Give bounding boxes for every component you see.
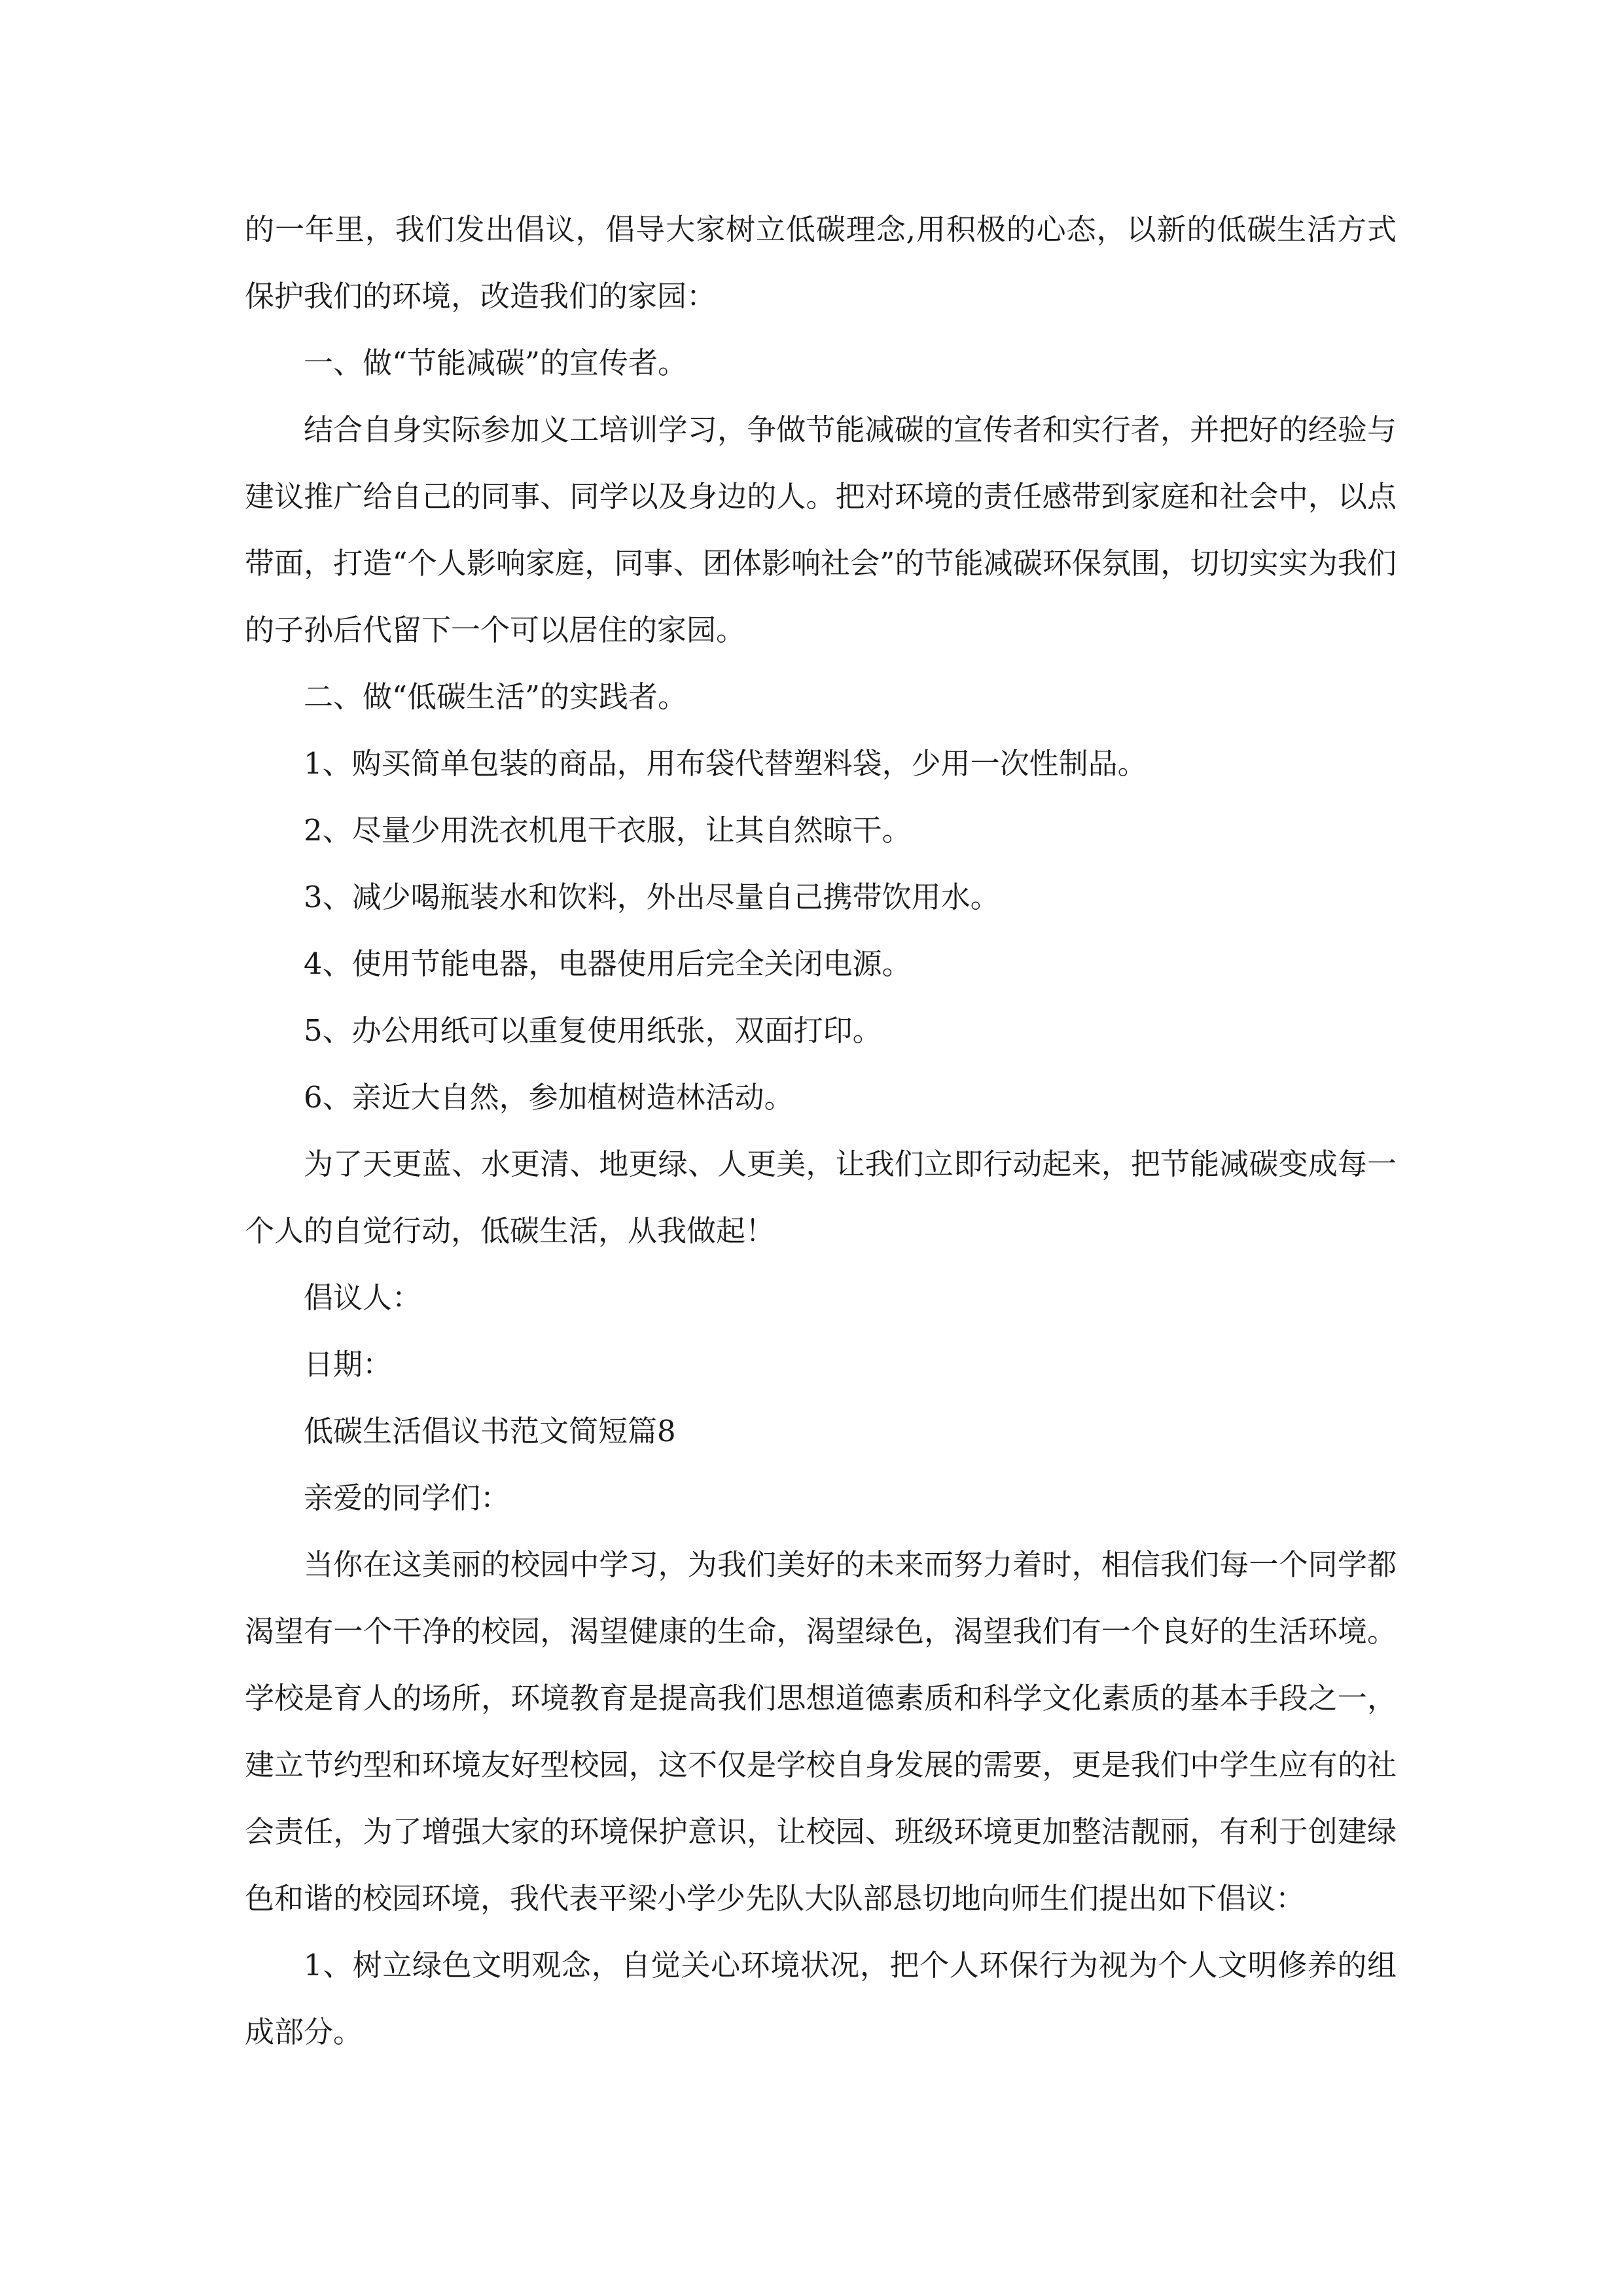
- salutation: 亲爱的同学们：: [304, 1480, 510, 1515]
- list-item: 5、办公用纸可以重复使用纸张，双面打印。: [304, 1013, 882, 1048]
- date-label: 日期：: [304, 1347, 393, 1382]
- paragraph-closing: 为了天更蓝、水更清、地更绿、人更美，让我们立即行动起来，把节能减碳变成每一个人的自觉行动，低碳生活，从我做起！: [245, 1147, 1397, 1248]
- list-item: 1、购买简单包装的商品，用布袋代替塑料袋，少用一次性制品。: [304, 746, 1147, 781]
- section-title: 低碳生活倡议书范文简短篇8: [304, 1414, 676, 1448]
- paragraph-2: 结合自身实际参加义工培训学习，争做节能减碳的宣传者和实行者，并把好的经验与建议推广给自己的同事、同学以及身边的人。把对环境的责任感带到家庭和社会中，以点带面，打造“个人影响家庭，同事、团体影响社会”的节能减碳环保氛围，切切实实为我们的子孙后代留下一个可以居住的家园。: [245, 412, 1397, 647]
- paragraph-1: 的一年里，我们发出倡议，倡导大家树立低碳理念,用积极的心态，以新的低碳生活方式保护我们的环境，改造我们的家园：: [245, 212, 1397, 314]
- document-body: [245, 196, 1397, 2066]
- list-item: 6、亲近大自然，参加植树造林活动。: [304, 1080, 794, 1115]
- initiator-label: 倡议人：: [304, 1280, 422, 1315]
- heading-item-2: 二、做“低碳生活”的实践者。: [304, 679, 688, 714]
- list-item: 2、尽量少用洗衣机甩干衣服，让其自然晾干。: [304, 813, 912, 848]
- heading-item-1: 一、做“节能减碳”的宣传者。: [304, 346, 688, 380]
- list-item: 1、树立绿色文明观念，自觉关心环境状况，把个人环保行为视为个人文明修养的组成部分。: [245, 1948, 1397, 2049]
- list-item: 3、减少喝瓶装水和饮料，外出尽量自己携带饮用水。: [304, 880, 1000, 914]
- paragraph-3: 当你在这美丽的校园中学习，为我们美好的未来而努力着时，相信我们每一个同学都渴望有一个干净的校园，渴望健康的生命，渴望绿色，渴望我们有一个良好的生活环境。学校是育人的场所，环境教育是提高我们思想道德素质和科学文化素质的基本手段之一，建立节约型和环境友好型校园，这不仅是学校自身发展的需要，更是我们中学生应有的社会责任，为了增强大家的环境保护意识，让校园、班级环境更加整洁靓丽，有利于创建绿色和谐的校园环境，我代表平梁小学少先队大队部恳切地向师生们提出如下倡议：: [245, 1547, 1397, 1916]
- list-item: 4、使用节能电器，电器使用后完全关闭电源。: [304, 946, 912, 981]
